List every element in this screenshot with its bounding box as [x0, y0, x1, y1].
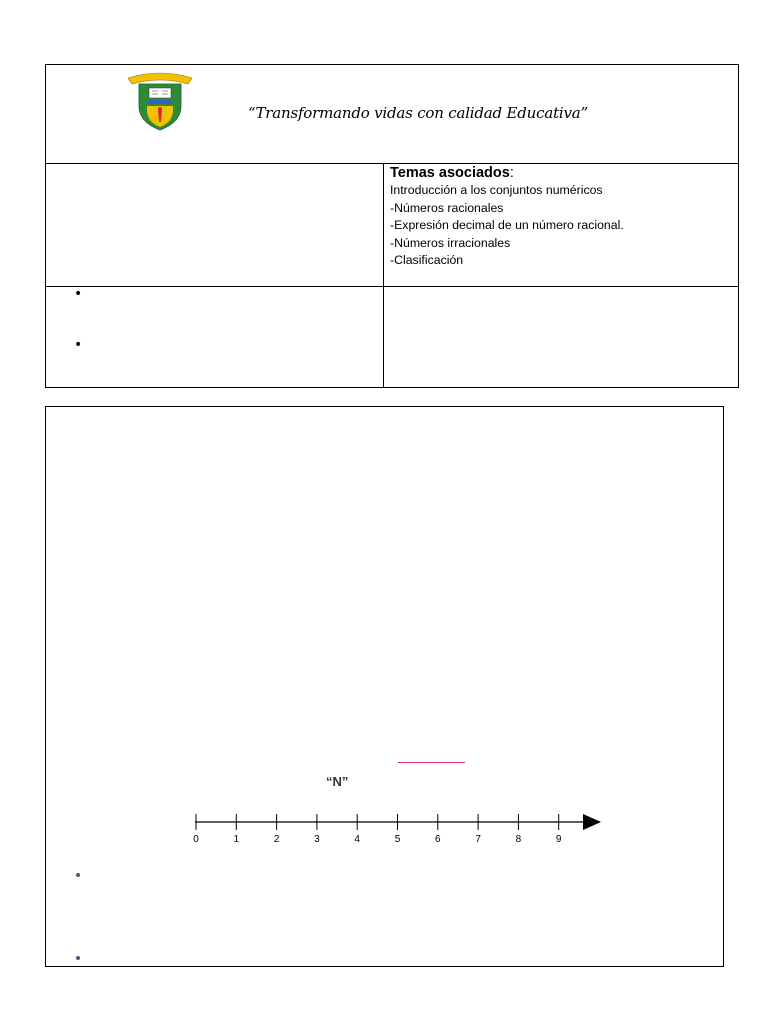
number-line-tick-label: 8	[515, 834, 522, 845]
number-line-tick-label: 9	[555, 834, 562, 845]
topics-divider	[45, 286, 739, 287]
number-line-arrow	[583, 814, 601, 830]
list-bullet: •	[74, 286, 83, 302]
topic-item: Introducción a los conjuntos numéricos	[390, 183, 603, 197]
number-line-tick-label: 4	[354, 834, 360, 845]
number-line-tick-label: 2	[273, 834, 280, 845]
number-line-tick-label: 1	[233, 834, 240, 845]
list-bullet	[76, 873, 80, 877]
topic-item: -Números irracionales	[390, 236, 511, 250]
school-motto: “Transformando vidas con calidad Educativa”	[248, 104, 588, 122]
number-line-tick-label: 5	[394, 834, 401, 845]
accent-line	[398, 762, 465, 763]
topic-item: -Clasificación	[390, 253, 464, 267]
topic-item: -Expresión decimal de un número racional.	[390, 218, 624, 232]
list-bullet: •	[74, 337, 83, 353]
number-line-tick-label: 3	[314, 834, 320, 845]
topic-item: -Números racionales	[390, 201, 504, 215]
content-box	[45, 406, 724, 967]
number-line-tick-label: 6	[435, 834, 441, 845]
school-logo	[125, 70, 195, 132]
column-divider	[383, 163, 384, 388]
number-line-tick-label: 7	[475, 834, 481, 845]
natural-numbers-label: “N”	[326, 774, 349, 789]
header-divider	[45, 163, 739, 164]
number-line-tick-label: 0	[193, 834, 199, 845]
list-bullet	[76, 956, 80, 960]
topics-title: Temas asociados:	[390, 165, 514, 181]
number-line	[185, 810, 605, 846]
